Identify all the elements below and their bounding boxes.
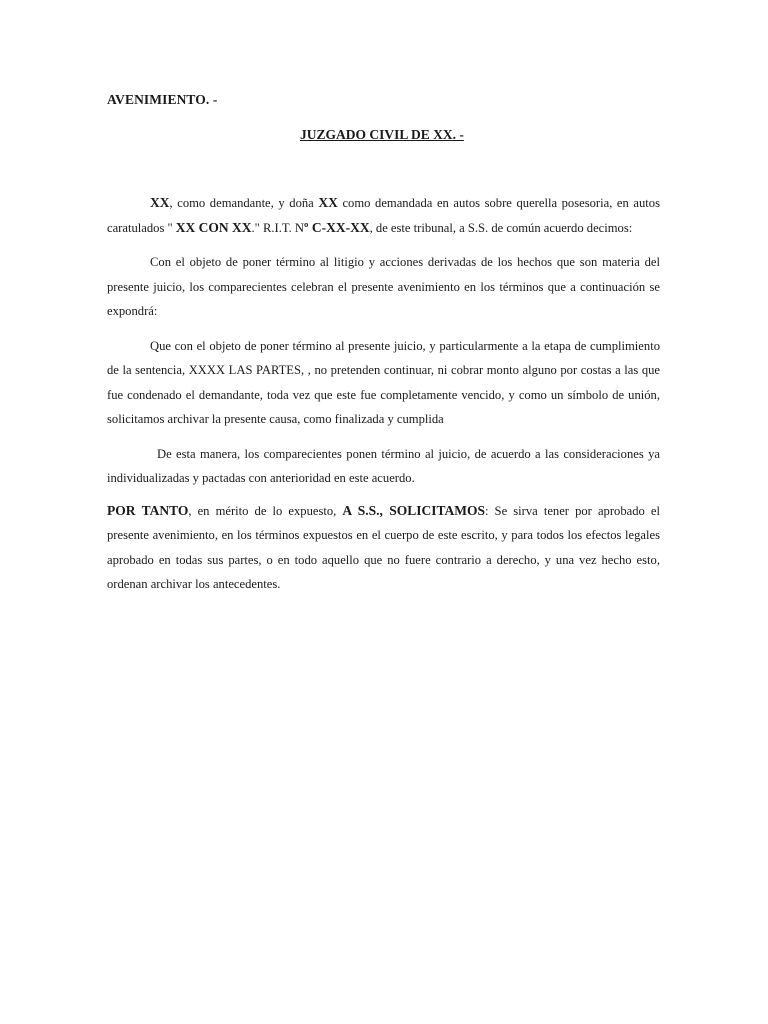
paragraph-text: como demandada en autos sobre querella posesoria, en autos caratulados " [107, 196, 660, 235]
paragraph-text: : Se sirva tener por aprobado el presente avenimiento, en los términos expuestos en el cuerpo de este escrito, y para todos los efectos legales aprobado en todas sus partes, o en todo aquello que no fuere contrario a derecho, y una vez hecho esto, ordenan archivar los antecedentes. [107, 503, 660, 591]
request-title: A S.S., SOLICITAMOS [342, 502, 485, 518]
party-defendant: XX [318, 195, 338, 210]
party-plaintiff: XX [150, 195, 170, 210]
paragraph-termination: De esta manera, los comparecientes ponen término al juicio, de acuerdo a las consideraciones ya individualizadas y pactadas con anterioridad en este acuerdo. [107, 446, 660, 485]
paragraph-parties [107, 191, 660, 240]
paragraph-text: , de este tribunal, a S.S. de común acuerdo decimos: [369, 220, 633, 235]
case-rit: º C-XX-XX [304, 219, 370, 235]
paragraph-text: , como demandante, y doña [169, 196, 319, 210]
paragraph-agreement: Que con el objeto de poner término al presente juicio, y particularmente a la etapa de cumplimiento de la sentencia, XXXX LAS PARTES, , no pretenden continuar, ni cobrar monto alguno por costas a las que fue condenado el demandante, toda vez que este fue completamente vencido, y como un símbolo de unión, solicitamos archivar la presente causa, como finalizada y cumplida [107, 338, 660, 426]
paragraph-text: , en mérito de lo expuesto, [188, 503, 343, 518]
document-heading: AVENIMIENTO. - [107, 92, 218, 107]
paragraph-request [107, 499, 660, 597]
paragraph-objective: Con el objeto de poner término al litigio y acciones derivadas de los hechos que son materia del presente juicio, los comparecientes celebran el presente avenimiento en los términos que a continuación se expondrá: [107, 255, 660, 318]
court-title: JUZGADO CIVIL DE XX. - [300, 127, 464, 142]
document-body [107, 191, 660, 597]
paragraph-text: ." R.I.T. N [251, 220, 305, 235]
request-lead: POR TANTO [107, 502, 189, 518]
case-name: XX CON XX [175, 219, 252, 235]
